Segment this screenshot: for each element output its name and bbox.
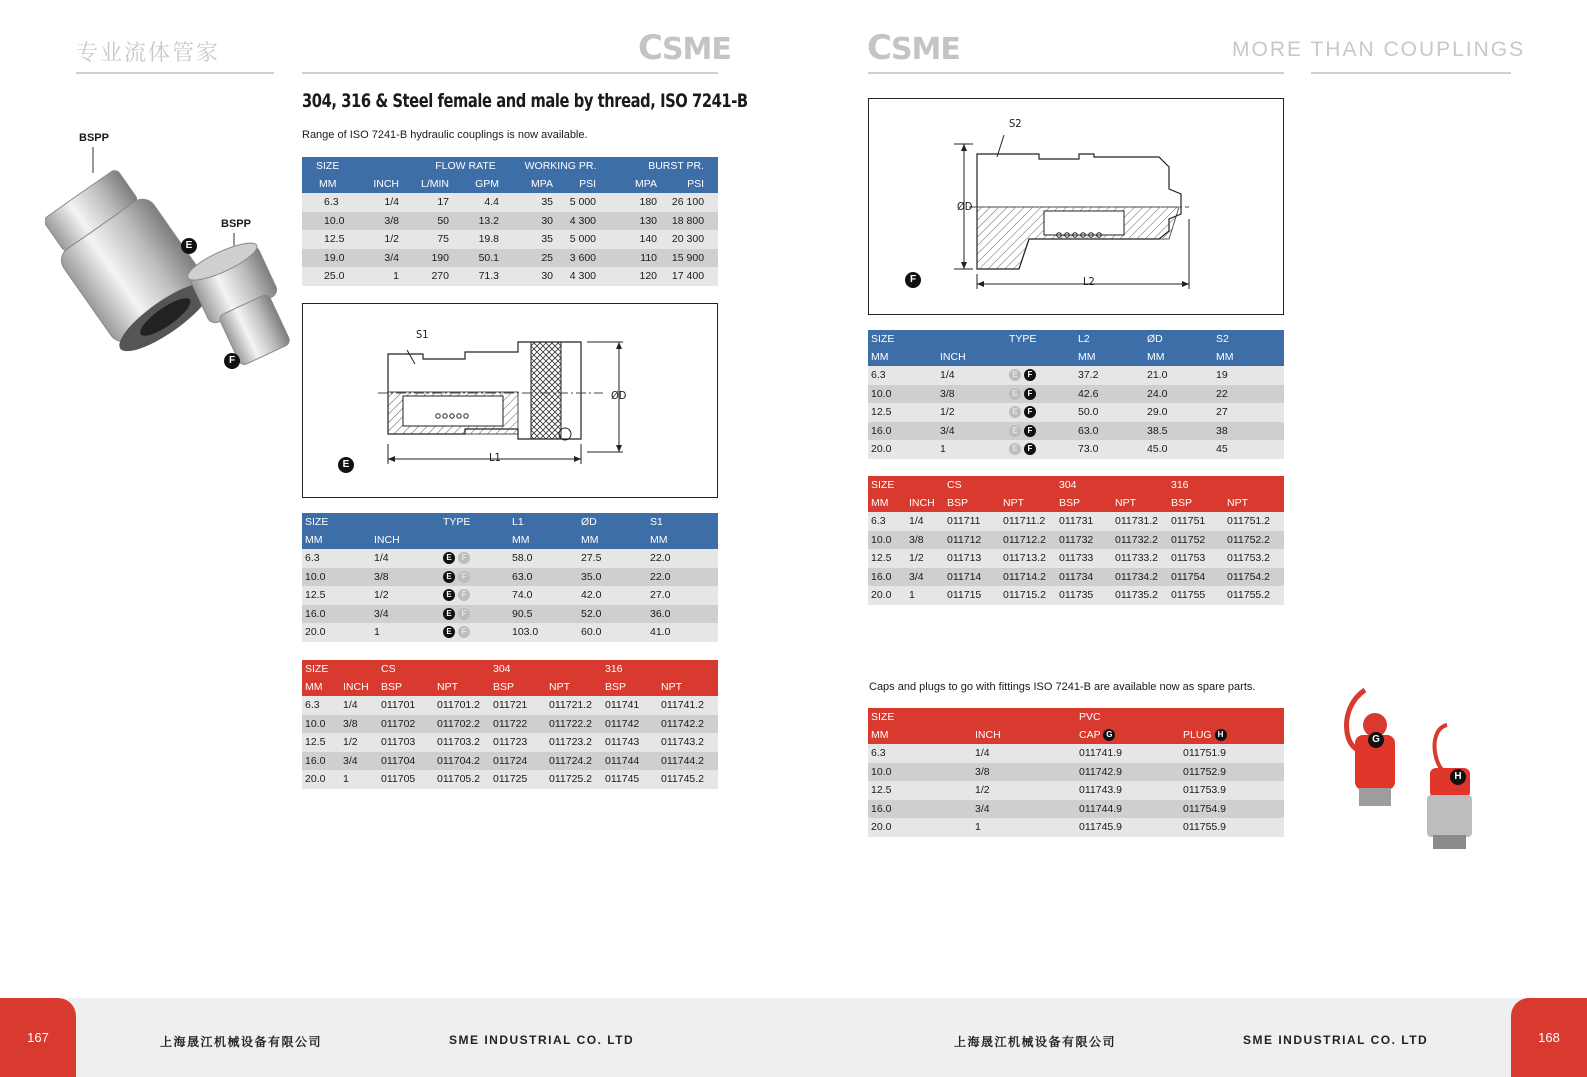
- table-cell: 3/4: [937, 422, 1006, 441]
- table-cell: 011721.2: [546, 696, 602, 715]
- table-cell: 190: [402, 249, 452, 268]
- drawing-male-coupling: [868, 98, 1284, 315]
- table-cell: 25: [502, 249, 556, 268]
- table-cell: 3/4: [972, 800, 1076, 819]
- table-cell: [1006, 366, 1075, 385]
- table-cell: 5 000: [556, 230, 610, 249]
- drawing-label-od: ØD: [611, 389, 627, 402]
- table-cell: 011723: [490, 733, 546, 752]
- table-cell: 50.1: [452, 249, 502, 268]
- table-cell: 011745: [602, 770, 658, 789]
- table-row: [868, 818, 1284, 837]
- badge-e: E: [443, 608, 455, 620]
- table-cell: 011755: [1168, 586, 1224, 605]
- table-cell: 1/4: [906, 512, 944, 531]
- table-cell: 110: [610, 249, 660, 268]
- table-cell: 011745.9: [1076, 818, 1180, 837]
- header-rule-center-right: [868, 72, 1284, 74]
- table-row: [302, 193, 718, 212]
- table-cell: 10.0: [868, 385, 937, 404]
- header-rule-center-left: [302, 72, 718, 74]
- badge-e: E: [1009, 369, 1021, 381]
- table-cell: 17 400: [660, 267, 718, 286]
- table-cell: 1/2: [340, 733, 378, 752]
- table-row: [302, 623, 718, 642]
- table-cell: 011711.2: [1000, 512, 1056, 531]
- table-cell: 011745.2: [658, 770, 718, 789]
- table-cell: [440, 549, 509, 568]
- badge-e: E: [443, 552, 455, 564]
- table-cell: 011713.2: [1000, 549, 1056, 568]
- table-cell: 6.3: [302, 193, 352, 212]
- table-cell: 5 000: [556, 193, 610, 212]
- table-cell: 3/4: [352, 249, 402, 268]
- table-cell: 011742.9: [1076, 763, 1180, 782]
- table-row: [302, 249, 718, 268]
- table-cell: 6.3: [868, 744, 972, 763]
- table-cell: 011741: [602, 696, 658, 715]
- table-cell: 011751: [1168, 512, 1224, 531]
- flow-rate-table: [302, 157, 718, 286]
- table-row: [302, 715, 718, 734]
- table-cell: 1/2: [972, 781, 1076, 800]
- table-cell: 011751.2: [1224, 512, 1284, 531]
- table-cell: 130: [610, 212, 660, 231]
- table-cell: 35: [502, 193, 556, 212]
- table-cell: 011744: [602, 752, 658, 771]
- table-cell: 22.0: [647, 568, 718, 587]
- part-number-table-female: SIZE CS 304 316 MM INCH BSP NPT BSP NPT BSP NPT 6.3 1/4 011701 011701.2 011721 011721.2 011741 011741.2 10.0 3/8 011702 011702.2 011722 011722.2 011742 011742.2 12.5 1/2 011703 011703.2 011723 011723.2 011743 011743.2 16.0 3/4 011704 011704.2 011724 011724.2 011744 011744.2 20.0 1 011705 011705.2 011725 011725.2 011745 011745.2: [302, 660, 718, 789]
- table-cell: 10.0: [302, 715, 340, 734]
- table-cell: 58.0: [509, 549, 578, 568]
- page-number-left: 167: [0, 998, 76, 1077]
- table-cell: 011704.2: [434, 752, 490, 771]
- table-cell: 011742: [602, 715, 658, 734]
- table-cell: 011724: [490, 752, 546, 771]
- table-cell: 011702: [378, 715, 434, 734]
- page-title: 304, 316 & Steel female and male by thread, ISO 7241-B: [302, 90, 748, 112]
- table-cell: 18 800: [660, 212, 718, 231]
- bspp-label-top: BSPP: [79, 132, 109, 144]
- marker-g-photo: G: [1368, 732, 1384, 748]
- dimension-table-male: SIZE TYPE L2 ØD S2 MM INCH MM MM MM 6.3 1/4 E F 37.2 21.0 19 10.0 3/8 E F 42.6 24.0 22 12.5 1/2 E F 50.0 29.0 27 16.0 3/4 E F 63.0 38.5 38 20.0 1 E F 73.0 45.0 45: [868, 330, 1284, 459]
- table-cell: 1: [352, 267, 402, 286]
- table-row: [868, 531, 1284, 550]
- table-cell: 1: [906, 586, 944, 605]
- table-cell: 011722.2: [546, 715, 602, 734]
- table-cell: 4.4: [452, 193, 502, 212]
- badge-e: E: [1009, 406, 1021, 418]
- table-cell: 13.2: [452, 212, 502, 231]
- table-row: [868, 385, 1284, 404]
- table-cell: 011735.2: [1112, 586, 1168, 605]
- table-cell: 1/4: [972, 744, 1076, 763]
- table-cell: 71.3: [452, 267, 502, 286]
- table-cell: 20.0: [868, 586, 906, 605]
- table-cell: 011703: [378, 733, 434, 752]
- table-cell: 011724.2: [546, 752, 602, 771]
- badge-f: F: [458, 589, 470, 601]
- table-cell: 011723.2: [546, 733, 602, 752]
- table-row: [302, 733, 718, 752]
- table-cell: 1/2: [937, 403, 1006, 422]
- table-cell: 45.0: [1144, 440, 1213, 459]
- badge-e: E: [1009, 388, 1021, 400]
- table-cell: 4 300: [556, 267, 610, 286]
- header-rule-right: [1311, 72, 1511, 74]
- table-cell: 22.0: [647, 549, 718, 568]
- table-cell: 20.0: [868, 818, 972, 837]
- table-cell: 1/2: [352, 230, 402, 249]
- table-cell: 10.0: [302, 212, 352, 231]
- table-cell: 20.0: [302, 770, 340, 789]
- table-row: [868, 512, 1284, 531]
- badge-f: F: [1024, 388, 1036, 400]
- table-cell: 011742.2: [658, 715, 718, 734]
- badge-f: F: [458, 552, 470, 564]
- table-row: [302, 549, 718, 568]
- footer-company-en-left: SME INDUSTRIAL CO. LTD: [449, 1033, 635, 1047]
- table-cell: 011752.2: [1224, 531, 1284, 550]
- table-cell: 36.0: [647, 605, 718, 624]
- drawing-label-l2: L2: [1083, 275, 1095, 288]
- table-cell: 011744.9: [1076, 800, 1180, 819]
- table-cell: 17: [402, 193, 452, 212]
- table-cell: 3/8: [371, 568, 440, 587]
- table-cell: 75: [402, 230, 452, 249]
- table-cell: 011715.2: [1000, 586, 1056, 605]
- table-row: [302, 586, 718, 605]
- table-cell: 3/8: [972, 763, 1076, 782]
- table-cell: 1/4: [371, 549, 440, 568]
- table-cell: 011752.9: [1180, 763, 1284, 782]
- table-cell: 12.5: [302, 586, 371, 605]
- table-cell: 20 300: [660, 230, 718, 249]
- table-cell: 15 900: [660, 249, 718, 268]
- table-cell: 011734: [1056, 568, 1112, 587]
- badge-f: F: [458, 608, 470, 620]
- badge-e: E: [1009, 443, 1021, 455]
- table-cell: 19.8: [452, 230, 502, 249]
- table-cell: 42.6: [1075, 385, 1144, 404]
- table-cell: 10.0: [868, 763, 972, 782]
- table-cell: 16.0: [868, 422, 937, 441]
- table-cell: 011741.2: [658, 696, 718, 715]
- table-row: [868, 366, 1284, 385]
- table-cell: 3/8: [352, 212, 402, 231]
- table-cell: 26 100: [660, 193, 718, 212]
- table-cell: 16.0: [868, 568, 906, 587]
- table-cell: 16.0: [302, 752, 340, 771]
- table-row: [302, 605, 718, 624]
- table-row: [302, 230, 718, 249]
- table-row: [868, 763, 1284, 782]
- table-cell: 16.0: [868, 800, 972, 819]
- table-cell: 3/8: [906, 531, 944, 550]
- table-cell: 011704: [378, 752, 434, 771]
- table-cell: 1: [937, 440, 1006, 459]
- table-cell: 22: [1213, 385, 1284, 404]
- left-tagline: 专业流体管家: [76, 40, 221, 65]
- table-cell: 3/4: [340, 752, 378, 771]
- table-cell: 011714.2: [1000, 568, 1056, 587]
- table-row: [868, 549, 1284, 568]
- badge-f: F: [1024, 443, 1036, 455]
- table-cell: 1/4: [352, 193, 402, 212]
- table-cell: 29.0: [1144, 403, 1213, 422]
- table-cell: [440, 568, 509, 587]
- badge-e: E: [443, 589, 455, 601]
- table-row: [868, 422, 1284, 441]
- table-cell: 74.0: [509, 586, 578, 605]
- table-header-row: SIZE FLOW RATE WORKING PR. BURST PR.: [302, 157, 718, 175]
- table-cell: [1006, 403, 1075, 422]
- table-cell: [440, 605, 509, 624]
- table-cell: 50.0: [1075, 403, 1144, 422]
- table-row: [302, 212, 718, 231]
- table-cell: 37.2: [1075, 366, 1144, 385]
- table-cell: 011721: [490, 696, 546, 715]
- table-cell: [440, 586, 509, 605]
- table-cell: 63.0: [509, 568, 578, 587]
- table-row: [302, 568, 718, 587]
- badge-f: F: [458, 571, 470, 583]
- right-tagline: MORE THAN COUPLINGS: [1232, 38, 1526, 61]
- badge-f: F: [1024, 425, 1036, 437]
- table-cell: 011754.9: [1180, 800, 1284, 819]
- table-cell: 19: [1213, 366, 1284, 385]
- badge-e: E: [443, 571, 455, 583]
- marker-e-photo: E: [181, 238, 197, 254]
- table-cell: 27: [1213, 403, 1284, 422]
- table-cell: 30: [502, 267, 556, 286]
- table-cell: 011754.2: [1224, 568, 1284, 587]
- table-cell: 1/4: [340, 696, 378, 715]
- table-cell: 011743.9: [1076, 781, 1180, 800]
- table-cell: 140: [610, 230, 660, 249]
- table-cell: 12.5: [868, 781, 972, 800]
- table-cell: 63.0: [1075, 422, 1144, 441]
- table-cell: 011753.2: [1224, 549, 1284, 568]
- table-row: [302, 267, 718, 286]
- table-cell: 011705.2: [434, 770, 490, 789]
- table-cell: 1/4: [937, 366, 1006, 385]
- table-row: [868, 440, 1284, 459]
- table-cell: 38: [1213, 422, 1284, 441]
- table-cell: 4 300: [556, 212, 610, 231]
- table-cell: 52.0: [578, 605, 647, 624]
- table-cell: 011732.2: [1112, 531, 1168, 550]
- footer-company-cn-right: 上海晟江机械设备有限公司: [954, 1035, 1117, 1049]
- table-cell: 1: [340, 770, 378, 789]
- table-cell: 011734.2: [1112, 568, 1168, 587]
- table-cell: 011732: [1056, 531, 1112, 550]
- table-row: [868, 744, 1284, 763]
- table-cell: 011711: [944, 512, 1000, 531]
- table-header-row: MM INCH L/MIN GPM MPA PSI MPA PSI: [302, 175, 718, 193]
- badge-f: F: [1024, 369, 1036, 381]
- table-cell: 011733: [1056, 549, 1112, 568]
- table-cell: 41.0: [647, 623, 718, 642]
- table-cell: 011754: [1168, 568, 1224, 587]
- table-cell: 1/2: [371, 586, 440, 605]
- table-cell: 011751.9: [1180, 744, 1284, 763]
- table-cell: 270: [402, 267, 452, 286]
- table-cell: 011733.2: [1112, 549, 1168, 568]
- table-cell: 011714: [944, 568, 1000, 587]
- table-cell: 180: [610, 193, 660, 212]
- dimension-table-female: SIZE TYPE L1 ØD S1 MM INCH MM MM MM 6.3 1/4 E F 58.0 27.5 22.0 10.0 3/8 E F 63.0 35.0 22.0 12.5 1/2 E F 74.0 42.0 27.0 16.0 3/4 E F 90.5 52.0 36.0 20.0 1 E F 103.0 60.0 41.0: [302, 513, 718, 642]
- table-cell: 011725.2: [546, 770, 602, 789]
- footer-company-en-right: SME INDUSTRIAL CO. LTD: [1243, 1033, 1429, 1047]
- table-cell: 011703.2: [434, 733, 490, 752]
- badge-e: E: [443, 626, 455, 638]
- table-cell: 011712: [944, 531, 1000, 550]
- table-cell: 3/4: [371, 605, 440, 624]
- table-cell: 1/2: [906, 549, 944, 568]
- table-cell: 6.3: [302, 696, 340, 715]
- table-cell: 24.0: [1144, 385, 1213, 404]
- table-cell: [1006, 422, 1075, 441]
- table-cell: 3/8: [340, 715, 378, 734]
- drawing-label-l1: L1: [489, 451, 501, 464]
- table-row: [302, 752, 718, 771]
- table-cell: 38.5: [1144, 422, 1213, 441]
- table-cell: 60.0: [578, 623, 647, 642]
- table-cell: 42.0: [578, 586, 647, 605]
- caps-plugs-photo: [1335, 680, 1505, 860]
- table-cell: 73.0: [1075, 440, 1144, 459]
- table-cell: 011731: [1056, 512, 1112, 531]
- table-cell: 10.0: [868, 531, 906, 550]
- table-cell: 10.0: [302, 568, 371, 587]
- table-cell: 011741.9: [1076, 744, 1180, 763]
- drawing-label-od-right: ØD: [957, 200, 973, 213]
- table-cell: 6.3: [302, 549, 371, 568]
- table-cell: 6.3: [868, 512, 906, 531]
- table-cell: 12.5: [868, 549, 906, 568]
- drawing-marker-f: F: [905, 272, 921, 288]
- table-cell: 3/8: [937, 385, 1006, 404]
- table-cell: 3/4: [906, 568, 944, 587]
- table-cell: 011753.9: [1180, 781, 1284, 800]
- table-cell: 011701.2: [434, 696, 490, 715]
- table-cell: 011753: [1168, 549, 1224, 568]
- table-cell: [1006, 440, 1075, 459]
- table-cell: 011755.9: [1180, 818, 1284, 837]
- page-number-right: 168: [1511, 998, 1587, 1077]
- table-cell: 011715: [944, 586, 1000, 605]
- bspp-label-side: BSPP: [221, 218, 251, 230]
- table-cell: 011722: [490, 715, 546, 734]
- table-row: [302, 770, 718, 789]
- table-cell: 011744.2: [658, 752, 718, 771]
- table-cell: 27.0: [647, 586, 718, 605]
- table-cell: 12.5: [302, 230, 352, 249]
- table-cell: 6.3: [868, 366, 937, 385]
- badge-h: H: [1215, 729, 1227, 741]
- footer-company-cn-left: 上海晟江机械设备有限公司: [160, 1035, 323, 1049]
- marker-h-photo: H: [1450, 769, 1466, 785]
- table-cell: 011735: [1056, 586, 1112, 605]
- table-cell: 011752: [1168, 531, 1224, 550]
- table-cell: 120: [610, 267, 660, 286]
- drawing-label-s1: S1: [416, 328, 429, 341]
- table-row: [868, 568, 1284, 587]
- drawing-female-coupling: [302, 303, 718, 498]
- table-cell: 12.5: [302, 733, 340, 752]
- sme-logo-right: CSME: [867, 28, 960, 68]
- table-cell: 35: [502, 230, 556, 249]
- table-cell: 1: [972, 818, 1076, 837]
- badge-e: E: [1009, 425, 1021, 437]
- table-cell: 50: [402, 212, 452, 231]
- badge-g: G: [1103, 729, 1115, 741]
- table-cell: 20.0: [302, 623, 371, 642]
- table-cell: 20.0: [868, 440, 937, 459]
- table-cell: 1: [371, 623, 440, 642]
- badge-f: F: [458, 626, 470, 638]
- sme-logo-left: CSME: [638, 28, 731, 68]
- table-cell: 45: [1213, 440, 1284, 459]
- table-cell: 011712.2: [1000, 531, 1056, 550]
- table-cell: 011705: [378, 770, 434, 789]
- table-cell: 35.0: [578, 568, 647, 587]
- table-cell: 011731.2: [1112, 512, 1168, 531]
- table-row: [868, 781, 1284, 800]
- table-cell: 19.0: [302, 249, 352, 268]
- table-cell: 25.0: [302, 267, 352, 286]
- table-cell: 103.0: [509, 623, 578, 642]
- table-row: [868, 800, 1284, 819]
- page-subtitle: Range of ISO 7241-B hydraulic couplings is now available.: [302, 129, 588, 141]
- table-row: [868, 403, 1284, 422]
- caps-plugs-table: SIZE PVC MM INCH CAP G PLUG H 6.3 1/4 011741.9 011751.9 10.0 3/8 011742.9 011752.9 12.5 1/2 011743.9 011753.9 16.0 3/4 011744.9 011754.9 20.0 1 011745.9 011755.9: [868, 708, 1284, 837]
- table-cell: 011702.2: [434, 715, 490, 734]
- table-cell: 21.0: [1144, 366, 1213, 385]
- badge-f: F: [1024, 406, 1036, 418]
- table-cell: 3 600: [556, 249, 610, 268]
- drawing-label-s2: S2: [1009, 117, 1022, 130]
- table-cell: [1006, 385, 1075, 404]
- table-cell: 27.5: [578, 549, 647, 568]
- table-cell: [440, 623, 509, 642]
- table-cell: 011743: [602, 733, 658, 752]
- table-cell: 011701: [378, 696, 434, 715]
- table-cell: 90.5: [509, 605, 578, 624]
- marker-f-photo: F: [224, 353, 240, 369]
- table-cell: 12.5: [868, 403, 937, 422]
- table-cell: 011713: [944, 549, 1000, 568]
- caps-plugs-text: Caps and plugs to go with fittings ISO 7241-B are available now as spare parts.: [869, 681, 1256, 693]
- table-cell: 30: [502, 212, 556, 231]
- table-cell: 011743.2: [658, 733, 718, 752]
- table-cell: 011755.2: [1224, 586, 1284, 605]
- drawing-marker-e: E: [338, 457, 354, 473]
- part-number-table-male: SIZE CS 304 316 MM INCH BSP NPT BSP NPT BSP NPT 6.3 1/4 011711 011711.2 011731 011731.2 011751 011751.2 10.0 3/8 011712 011712.2 011732 011732.2 011752 011752.2 12.5 1/2 011713 011713.2 011733 011733.2 011753 011753.2 16.0 3/4 011714 011714.2 011734 011734.2 011754 011754.2 20.0 1 011715 011715.2 011735 011735.2 011755 011755.2: [868, 476, 1284, 605]
- table-cell: 011725: [490, 770, 546, 789]
- table-row: [868, 586, 1284, 605]
- table-row: [302, 696, 718, 715]
- table-cell: 16.0: [302, 605, 371, 624]
- coupling-photo: [45, 125, 300, 375]
- header-rule-left: [76, 72, 274, 74]
